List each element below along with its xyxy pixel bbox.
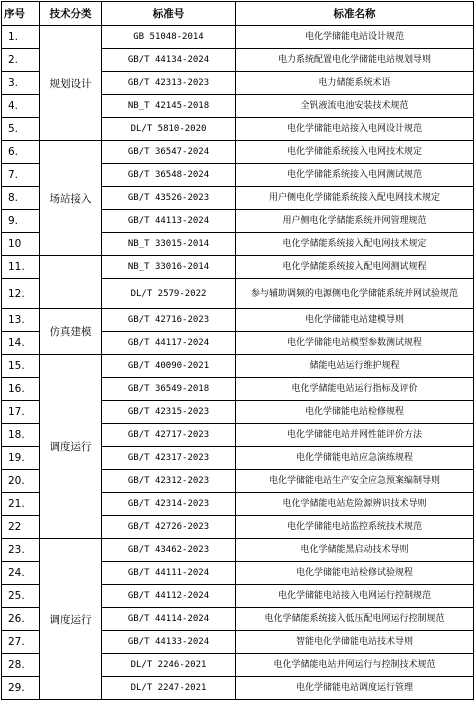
row-seq: 17. — [2, 401, 40, 424]
standard-number: GB/T 42315-2023 — [102, 401, 236, 424]
row-seq: 20. — [2, 470, 40, 493]
row-seq: 15. — [2, 355, 40, 378]
row-seq: 11. — [2, 256, 40, 279]
standard-number: GB/T 36549-2018 — [102, 378, 236, 401]
standard-number: GB/T 42717-2023 — [102, 424, 236, 447]
standard-number: GB/T 40090-2021 — [102, 355, 236, 378]
row-seq: 19. — [2, 447, 40, 470]
table-row — [2, 26, 474, 49]
standard-number: GB/T 44112-2024 — [102, 585, 236, 608]
row-seq: 18. — [2, 424, 40, 447]
category-cell: 调度运行 — [40, 355, 102, 539]
row-seq: 26. — [2, 608, 40, 631]
standard-number: GB 51048-2014 — [102, 26, 236, 49]
row-seq: 12. — [2, 279, 40, 309]
standard-name: 参与辅助调频的电源侧电化学储能系统并网试验规范 — [236, 279, 474, 309]
standard-name: 电化学储能电站应急演练规程 — [236, 447, 474, 470]
standard-name: 电化学储能电站运行指标及评价 — [236, 378, 474, 401]
row-seq: 22 — [2, 516, 40, 539]
category-cell: 规划设计 — [40, 26, 102, 141]
standard-name: 全钒液流电池安装技术规范 — [236, 95, 474, 118]
row-seq: 8. — [2, 187, 40, 210]
standard-number: GB/T 36547-2024 — [102, 141, 236, 164]
standard-number: GB/T 44134-2024 — [102, 49, 236, 72]
table-row — [2, 309, 474, 332]
standard-number: DL/T 2247-2021 — [102, 677, 236, 700]
standard-name: 用户侧电化学储能系统接入配电网技术规定 — [236, 187, 474, 210]
row-seq: 13. — [2, 309, 40, 332]
category-cell: 调度运行 — [40, 539, 102, 700]
standard-name: 电化学储能系统接入配电网测试规程 — [236, 256, 474, 279]
header-category: 技术分类 — [40, 2, 102, 26]
row-seq: 25. — [2, 585, 40, 608]
standard-name: 电化学储能电站接入电网运行控制规范 — [236, 585, 474, 608]
standard-number: NB_T 42145-2018 — [102, 95, 236, 118]
standard-name: 电化学储能电站检修规程 — [236, 401, 474, 424]
row-seq: 5. — [2, 118, 40, 141]
standard-number: GB/T 42716-2023 — [102, 309, 236, 332]
standard-number: GB/T 44113-2024 — [102, 210, 236, 233]
header-number: 标准号 — [102, 2, 236, 26]
row-seq: 21. — [2, 493, 40, 516]
header-seq: 序号 — [2, 2, 40, 26]
standard-number: GB/T 42726-2023 — [102, 516, 236, 539]
standard-number: NB_T 33015-2014 — [102, 233, 236, 256]
standard-name: 电化学储能电站监控系统技术规范 — [236, 516, 474, 539]
standard-name: 电化学储能电站调度运行管理 — [236, 677, 474, 700]
row-seq: 4. — [2, 95, 40, 118]
standard-name: 电化学储能黑启动技术导则 — [236, 539, 474, 562]
standard-number: GB/T 42317-2023 — [102, 447, 236, 470]
category-cell — [40, 256, 102, 309]
standard-number: GB/T 43462-2023 — [102, 539, 236, 562]
standard-number: DL/T 5810-2020 — [102, 118, 236, 141]
table-row — [2, 141, 474, 164]
standard-name: 电化学储能系统接入电网测试规范 — [236, 164, 474, 187]
category-cell: 仿真建模 — [40, 309, 102, 355]
header-row — [2, 2, 474, 26]
standard-name: 电力储能系统术语 — [236, 72, 474, 95]
standards-table — [1, 1, 474, 700]
row-seq: 7. — [2, 164, 40, 187]
standard-name: 电化学储能电站模型参数测试规程 — [236, 332, 474, 355]
row-seq: 29. — [2, 677, 40, 700]
standard-number: GB/T 36548-2024 — [102, 164, 236, 187]
standard-name: 电化学储能电站接入电网设计规范 — [236, 118, 474, 141]
standard-number: GB/T 44117-2024 — [102, 332, 236, 355]
standard-number: GB/T 42314-2023 — [102, 493, 236, 516]
standard-name: 电化学储能系统接入配电网技术规定 — [236, 233, 474, 256]
standard-name: 电化学储能电站建模导则 — [236, 309, 474, 332]
standard-name: 电化学储能电站设计规范 — [236, 26, 474, 49]
standard-number: GB/T 43526-2023 — [102, 187, 236, 210]
standard-name: 电化学储能系统接入低压配电网运行控制规范 — [236, 608, 474, 631]
standard-number: DL/T 2579-2022 — [102, 279, 236, 309]
standard-name: 电化学储能电站并网运行与控制技术规范 — [236, 654, 474, 677]
standard-name: 电化学储能系统接入电网技术规定 — [236, 141, 474, 164]
table-row — [2, 539, 474, 562]
table-row — [2, 256, 474, 279]
standard-name: 储能电站运行维护规程 — [236, 355, 474, 378]
standard-name: 电化学储能电站生产安全应急预案编制导则 — [236, 470, 474, 493]
standard-number: GB/T 44114-2024 — [102, 608, 236, 631]
row-seq: 6. — [2, 141, 40, 164]
standard-number: GB/T 44111-2024 — [102, 562, 236, 585]
row-seq: 24. — [2, 562, 40, 585]
standard-name: 电化学储能电站检修试验规程 — [236, 562, 474, 585]
row-seq: 2. — [2, 49, 40, 72]
standard-number: NB_T 33016-2014 — [102, 256, 236, 279]
table-row — [2, 355, 474, 378]
standard-number: GB/T 42313-2023 — [102, 72, 236, 95]
row-seq: 23. — [2, 539, 40, 562]
row-seq: 9. — [2, 210, 40, 233]
standard-number: DL/T 2246-2021 — [102, 654, 236, 677]
row-seq: 16. — [2, 378, 40, 401]
standard-name: 电化学储能电站并网性能评价方法 — [236, 424, 474, 447]
standard-number: GB/T 42312-2023 — [102, 470, 236, 493]
row-seq: 28. — [2, 654, 40, 677]
standard-name: 电力系统配置电化学储能电站规划导则 — [236, 49, 474, 72]
standard-name: 智能电化学储能电站技术导则 — [236, 631, 474, 654]
category-cell: 场站接入 — [40, 141, 102, 256]
standard-name: 电化学储能电站危险源辨识技术导则 — [236, 493, 474, 516]
row-seq: 27. — [2, 631, 40, 654]
standard-number: GB/T 44133-2024 — [102, 631, 236, 654]
standard-name: 用户侧电化学储能系统并网管理规范 — [236, 210, 474, 233]
row-seq: 10 — [2, 233, 40, 256]
row-seq: 1. — [2, 26, 40, 49]
header-name: 标准名称 — [236, 2, 474, 26]
row-seq: 3. — [2, 72, 40, 95]
row-seq: 14. — [2, 332, 40, 355]
